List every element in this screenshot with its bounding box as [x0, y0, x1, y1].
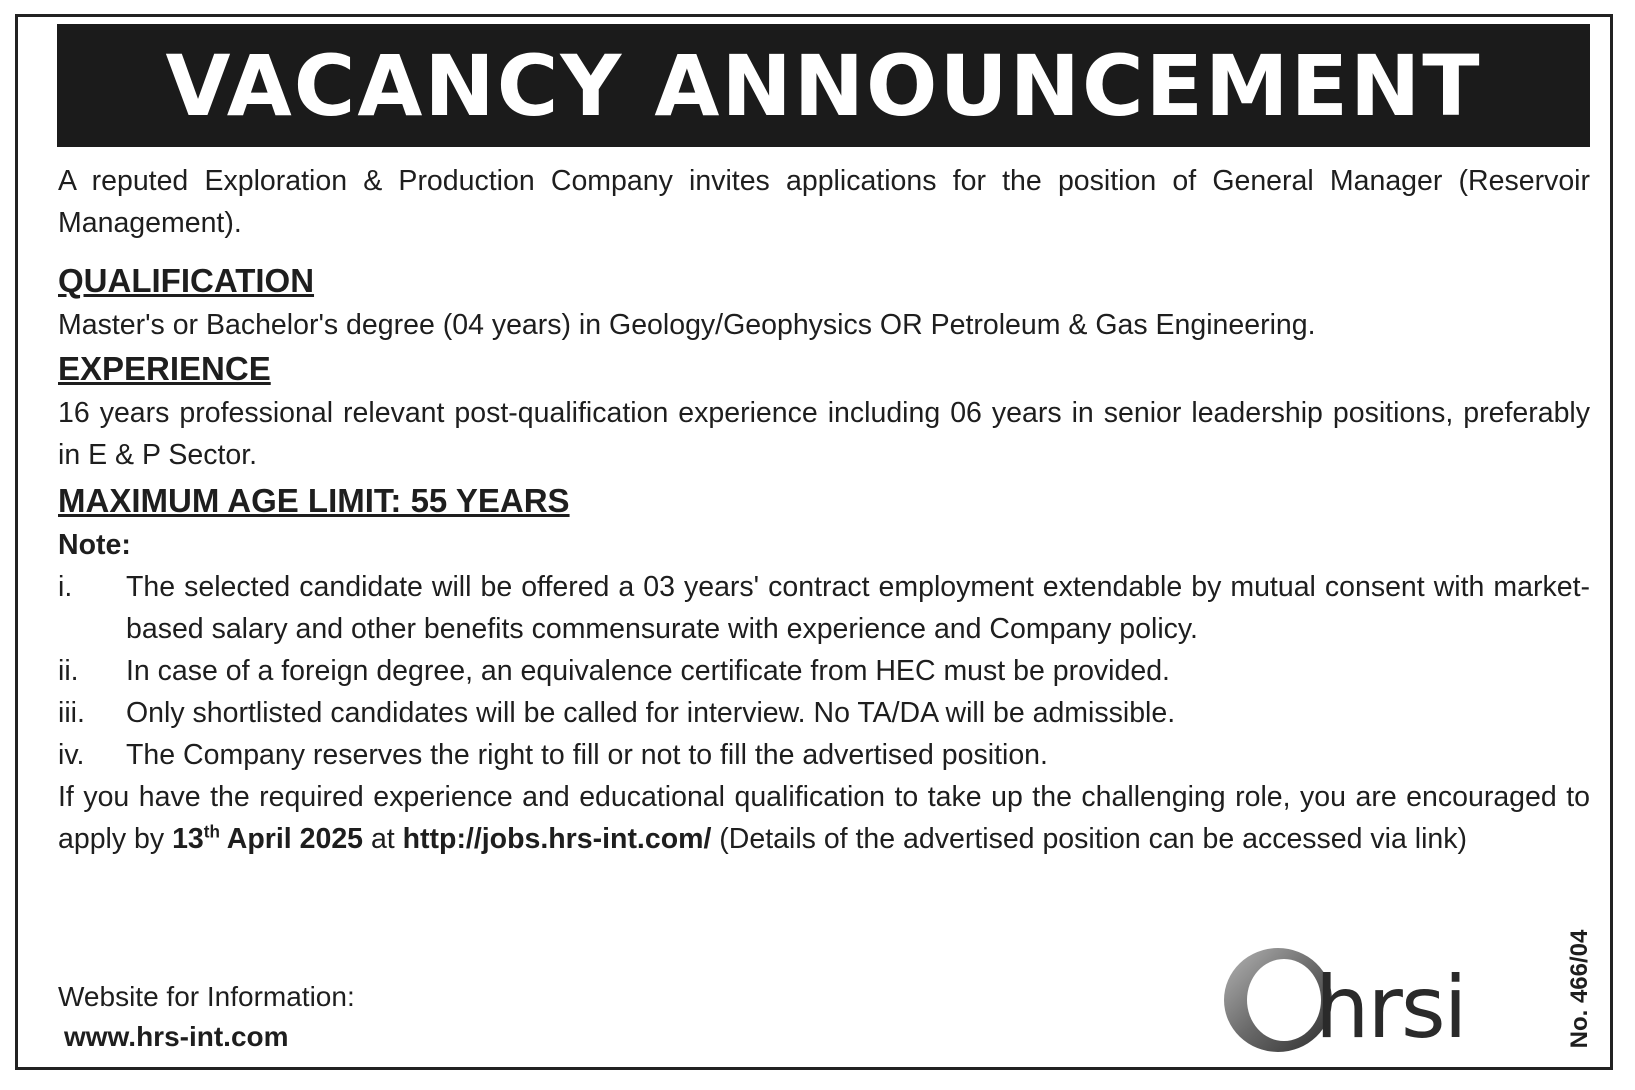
hrsi-logo [1220, 945, 1540, 1055]
intro-paragraph: A reputed Exploration & Production Company invites applications for the position of General Manager (Reservoir Management). [58, 165, 1590, 239]
note-item-number: ii. [58, 655, 79, 687]
deadline-day: 13 [172, 823, 204, 855]
deadline-month-year: April 2025 [219, 823, 364, 855]
apply-deadline [172, 823, 363, 855]
apply-link[interactable]: http://jobs.hrs-int.com/ [402, 823, 712, 855]
apply-at: at [363, 823, 403, 855]
note-item-text: In case of a foreign degree, an equivalence certificate from HEC must be provided. [126, 655, 1170, 687]
qualification-text: Master's or Bachelor's degree (04 years) in Geology/Geophysics OR Petroleum & Gas Engineering. [58, 309, 1316, 341]
logo-ring-inner [1247, 959, 1321, 1041]
experience-heading: EXPERIENCE [58, 350, 271, 387]
website-url[interactable]: www.hrs-int.com [64, 1021, 289, 1052]
website-label: Website for Information: [58, 981, 355, 1012]
note-item-number: iv. [58, 739, 85, 771]
note-item-number: i. [58, 571, 73, 603]
note-item [58, 650, 1590, 692]
apply-text-after: (Details of the advertised position can be accessed via link) [711, 823, 1468, 855]
note-item-text: Only shortlisted candidates will be called for interview. No TA/DA will be admissible. [126, 697, 1176, 729]
logo-text: hrsi [1315, 958, 1466, 1055]
note-label: Note: [58, 529, 131, 561]
page-title: VACANCY ANNOUNCEMENT [165, 36, 1482, 135]
note-item [58, 692, 1590, 734]
qualification-heading: QUALIFICATION [58, 262, 315, 299]
note-item-number: iii. [58, 697, 85, 729]
note-item [58, 566, 1590, 650]
announcement-body [58, 160, 1590, 860]
note-item-text: The Company reserves the right to fill or not to fill the advertised position. [126, 739, 1048, 771]
age-limit-heading: MAXIMUM AGE LIMIT: 55 YEARS [58, 482, 570, 519]
apply-text-before: If you have the required experience and educational qualification to take up the challenging role, you are encouraged to apply by [58, 781, 1590, 855]
note-item [58, 734, 1590, 776]
deadline-day-suffix: th [203, 822, 220, 842]
note-item-text: The selected candidate will be offered a 03 years' contract employment extendable by mutual consent with market-based salary and other benefits commensurate with experience and Company policy. [126, 571, 1590, 645]
experience-text: 16 years professional relevant post-qualification experience including 06 years in senior leadership positions, preferably in E & P Sector. [58, 397, 1590, 471]
hrsi-logo-icon [1220, 945, 1540, 1055]
ref-number [1560, 914, 1600, 1064]
note-list [58, 566, 1590, 776]
ref-number-text: No. 466/04 [1566, 929, 1593, 1049]
title-banner [57, 24, 1590, 147]
website-info [58, 977, 355, 1057]
apply-paragraph [58, 776, 1590, 860]
